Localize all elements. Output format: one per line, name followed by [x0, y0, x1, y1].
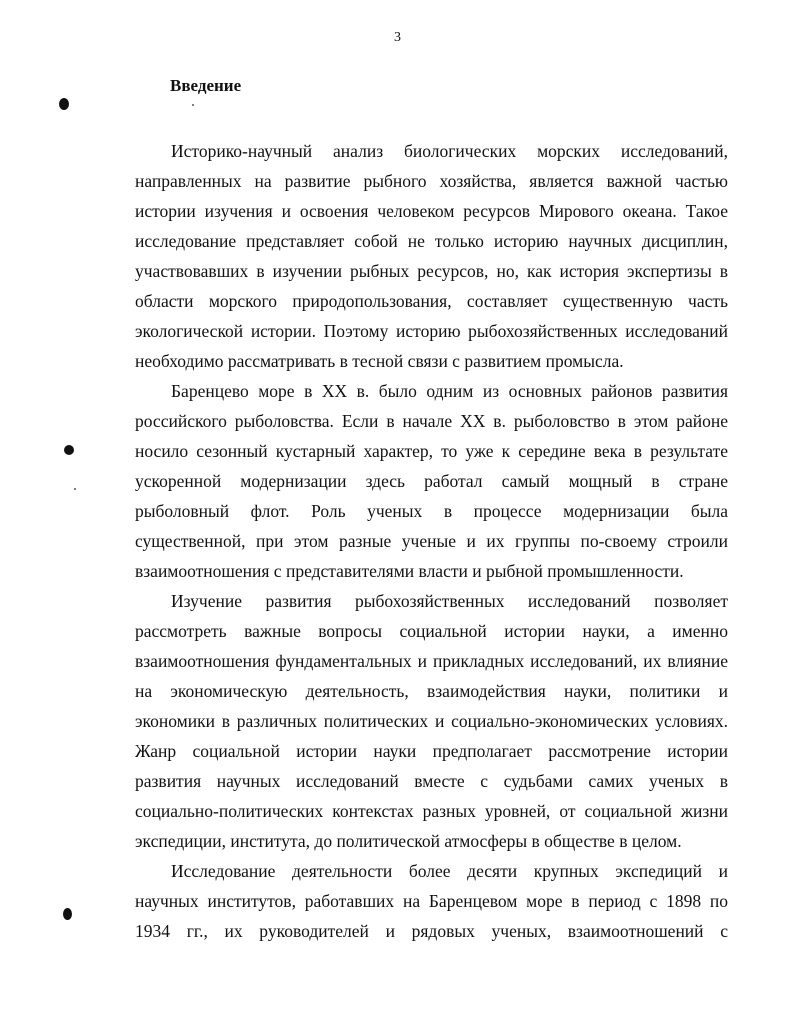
text-line: Жанр социальной истории науки предполагает рассмотрение истории	[135, 741, 728, 761]
text-line: научных институтов, работавших на Баренцевом море в период с 1898 по	[135, 891, 728, 911]
text-line: направленных на развитие рыбного хозяйства, является важной частью	[135, 171, 728, 191]
scan-speck	[192, 104, 194, 106]
text-line: социально-политических контекстах разных уровней, от социальной жизни	[135, 801, 728, 821]
text-line: рассмотреть важные вопросы социальной истории науки, а именно	[135, 621, 728, 641]
text-line: истории изучения и освоения человеком ресурсов Мирового океана. Такое	[135, 201, 728, 221]
paragraph	[135, 586, 728, 856]
text-line: ускоренной модернизации здесь работал самый мощный в стране	[135, 471, 728, 491]
scan-speck	[74, 488, 76, 490]
scan-blot	[64, 445, 74, 455]
text-line: области морского природопользования, составляет существенную часть	[135, 291, 728, 311]
page-number: 3	[394, 30, 401, 45]
text-line: экологической истории. Поэтому историю рыбохозяйственных исследований	[135, 321, 728, 341]
paragraph	[135, 136, 728, 376]
text-line: экспедиции, института, до политической атмосферы в обществе в целом.	[135, 831, 682, 851]
text-line: на экономическую деятельность, взаимодействия науки, политики и	[135, 681, 728, 701]
text-line: Историко-научный анализ биологических морских исследований,	[171, 141, 728, 161]
text-line: взаимоотношения фундаментальных и прикладных исследований, их влияние	[135, 651, 728, 671]
text-line: развития научных исследований вместе с судьбами самих ученых в	[135, 771, 728, 791]
text-line: рыболовный флот. Роль ученых в процессе модернизации была	[135, 501, 728, 521]
scan-blot	[63, 908, 72, 920]
section-heading: Введение	[170, 76, 242, 95]
body-text	[135, 136, 728, 946]
text-line: участвовавших в изучении рыбных ресурсов, но, как история экспертизы в	[135, 261, 728, 281]
text-line: Исследование деятельности более десяти крупных экспедиций и	[171, 861, 728, 881]
text-line: взаимоотношения с представителями власти и рыбной промышленности.	[135, 561, 684, 581]
text-line: существенной, при этом разные ученые и их группы по-своему строили	[135, 531, 728, 551]
text-line: экономики в различных политических и социально-экономических условиях.	[135, 711, 728, 731]
paragraph	[135, 376, 728, 586]
text-line: носило сезонный кустарный характер, то уже к середине века в результате	[135, 441, 728, 461]
paragraph	[135, 856, 728, 946]
text-line: Изучение развития рыбохозяйственных исследований позволяет	[171, 591, 728, 611]
text-line: 1934 гг., их руководителей и рядовых ученых, взаимоотношений с	[135, 921, 728, 941]
text-line: российского рыболовства. Если в начале XX в. рыболовство в этом районе	[135, 411, 728, 431]
text-line: Баренцево море в XX в. было одним из основных районов развития	[171, 381, 728, 401]
scan-blot	[59, 98, 69, 110]
text-line: необходимо рассматривать в тесной связи с развитием промысла.	[135, 351, 624, 371]
text-line: исследование представляет собой не только историю научных дисциплин,	[135, 231, 728, 251]
